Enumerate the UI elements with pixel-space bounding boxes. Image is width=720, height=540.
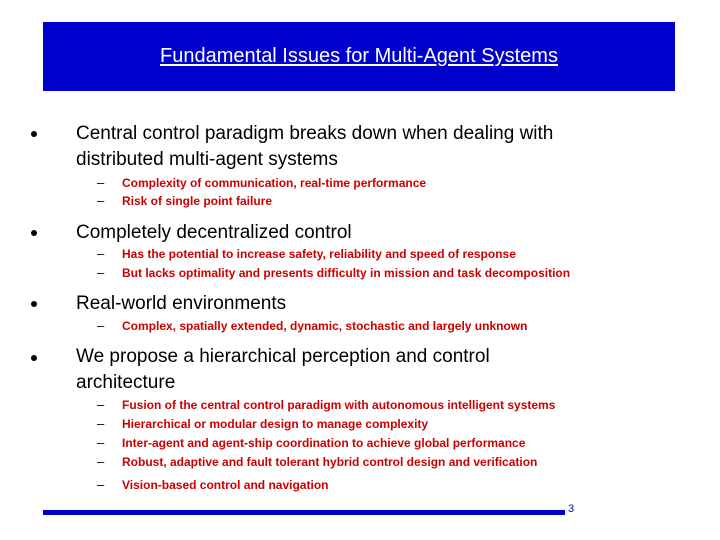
bullet-1-sub-2: Risk of single point failure [122,194,273,208]
bullet-4-sub-4: Robust, adaptive and fault tolerant hybrid control design and verification [122,455,538,469]
bullet-dot [31,230,37,236]
title-bar [43,22,675,91]
sub-dash: – [97,318,105,333]
sub-dash: – [97,246,105,261]
sub-dash: – [97,265,105,280]
footer-line [43,510,565,515]
bullet-dot [31,355,37,361]
sub-dash: – [97,397,105,412]
bullet-2-sub-1: Has the potential to increase safety, reliability and speed of response [122,247,516,261]
bullet-1-sub-1: Complexity of communication, real-time performance [122,176,427,190]
bullet-4-sub-1: Fusion of the central control paradigm with autonomous intelligent systems [122,398,556,412]
bullet-2-line-1: Completely decentralized control [76,222,352,243]
bullet-3-sub-1: Complex, spatially extended, dynamic, stochastic and largely unknown [122,319,528,333]
bullet-4-sub-2: Hierarchical or modular design to manage complexity [122,417,429,431]
bullet-dot [31,131,37,137]
sub-dash: – [97,193,105,208]
bullet-dot [31,301,37,307]
bullet-4-line-1: We propose a hierarchical perception and control [76,346,490,367]
sub-dash: – [97,454,105,469]
bullet-3-line-1: Real-world environments [76,293,287,314]
sub-dash: – [97,175,105,190]
bullet-1-line-1: Central control paradigm breaks down when dealing with [76,123,554,144]
bullet-2-sub-2: But lacks optimality and presents difficulty in mission and task decomposition [122,266,571,280]
bullet-4-sub-3: Inter-agent and agent-ship coordination to achieve global performance [122,436,526,450]
slide-title: Fundamental Issues for Multi-Agent Systems [160,45,558,67]
bullet-4-line-2: architecture [76,372,176,393]
page-number: 3 [568,503,575,515]
sub-dash: – [97,477,105,492]
bullet-4-sub-5: Vision-based control and navigation [122,478,329,492]
sub-dash: – [97,416,105,431]
bullet-1-line-2: distributed multi-agent systems [76,149,338,170]
sub-dash: – [97,435,105,450]
